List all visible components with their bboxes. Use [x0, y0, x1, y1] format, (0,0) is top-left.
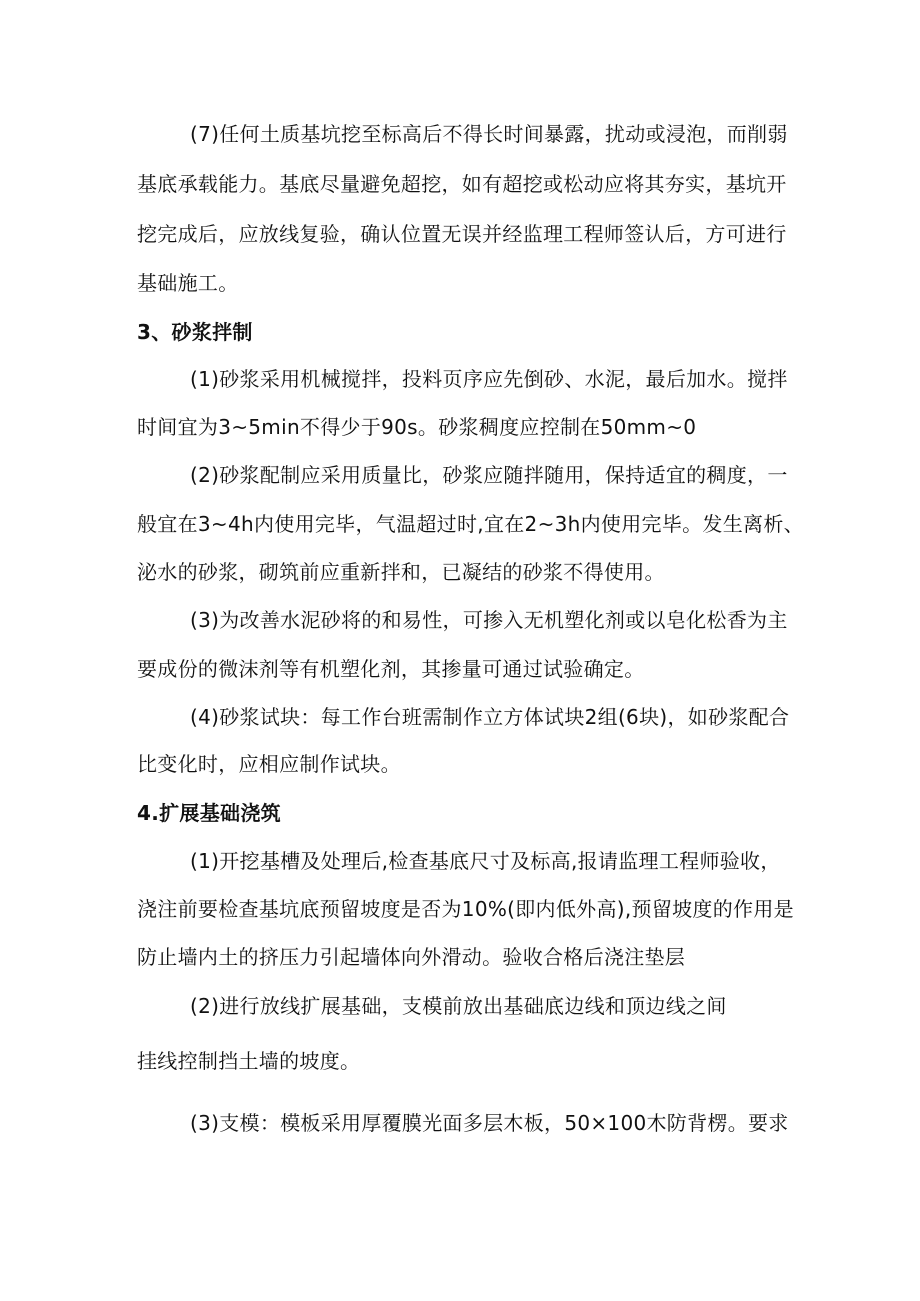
mortar-item-1-line-1: (1)砂浆采用机械搅拌，投料页序应先倒砂、水泥，最后加水。搅拌	[190, 367, 788, 391]
mortar-item-2-line-1: (2)砂浆配制应采用质量比，砂浆应随拌随用，保持适宜的稠度，一	[190, 463, 788, 487]
mortar-item-4-line-1: (4)砂浆试块：每工作台班需制作立方体试块2组(6块)，如砂浆配合	[190, 705, 790, 729]
paragraph-7-line-4: 基础施工。	[137, 271, 239, 295]
foundation-item-2-continuation: 挂线控制挡土墙的坡度。	[137, 1049, 361, 1073]
mortar-item-2-line-2: 般宜在3~4h内使用完毕，气温超过时,宜在2~3h内使用完毕。发生离析、	[137, 512, 804, 536]
paragraph-7-line-1: (7)任何土质基坑挖至标高后不得长时间暴露，扰动或浸泡，而削弱	[190, 122, 788, 146]
mortar-item-4-line-2: 比变化时，应相应制作试块。	[137, 752, 401, 776]
section-heading-4: 4.扩展基础浇筑	[137, 801, 281, 825]
foundation-item-3-line-1: (3)支模：模板采用厚覆膜光面多层木板，50×100木防背楞。要求	[190, 1111, 789, 1135]
mortar-item-3-line-2: 要成份的微沫剂等有机塑化剂，其掺量可通过试验确定。	[137, 657, 645, 681]
section-heading-3: 3、砂浆拌制	[137, 320, 253, 344]
foundation-item-1-line-2: 浇注前要检查基坑底预留坡度是否为10%(即内低外高),预留坡度的作用是	[137, 897, 794, 921]
foundation-item-1-line-3: 防止墙内土的挤压力引起墙体向外滑动。验收合格后浇注垫层	[137, 945, 686, 969]
paragraph-7-line-2: 基底承载能力。基底尽量避免超挖，如有超挖或松动应将其夯实，基坑开	[137, 172, 787, 196]
mortar-item-1-line-2: 时间宜为3~5min不得少于90s。砂浆稠度应控制在50mm~0	[137, 415, 697, 439]
foundation-item-1-line-1: (1)开挖基槽及处理后,检查基底尺寸及标高,报请监理工程师验收，	[190, 849, 781, 873]
paragraph-7-line-3: 挖完成后，应放线复验，确认位置无误并经监理工程师签认后，方可进行	[137, 222, 787, 246]
mortar-item-2-line-3: 泌水的砂浆，砌筑前应重新拌和，已凝结的砂浆不得使用。	[137, 560, 665, 584]
foundation-item-2-line-1: (2)进行放线扩展基础，支模前放出基础底边线和顶边线之间	[190, 994, 727, 1018]
mortar-item-3-line-1: (3)为改善水泥砂将的和易性，可掺入无机塑化剂或以皂化松香为主	[190, 608, 788, 632]
